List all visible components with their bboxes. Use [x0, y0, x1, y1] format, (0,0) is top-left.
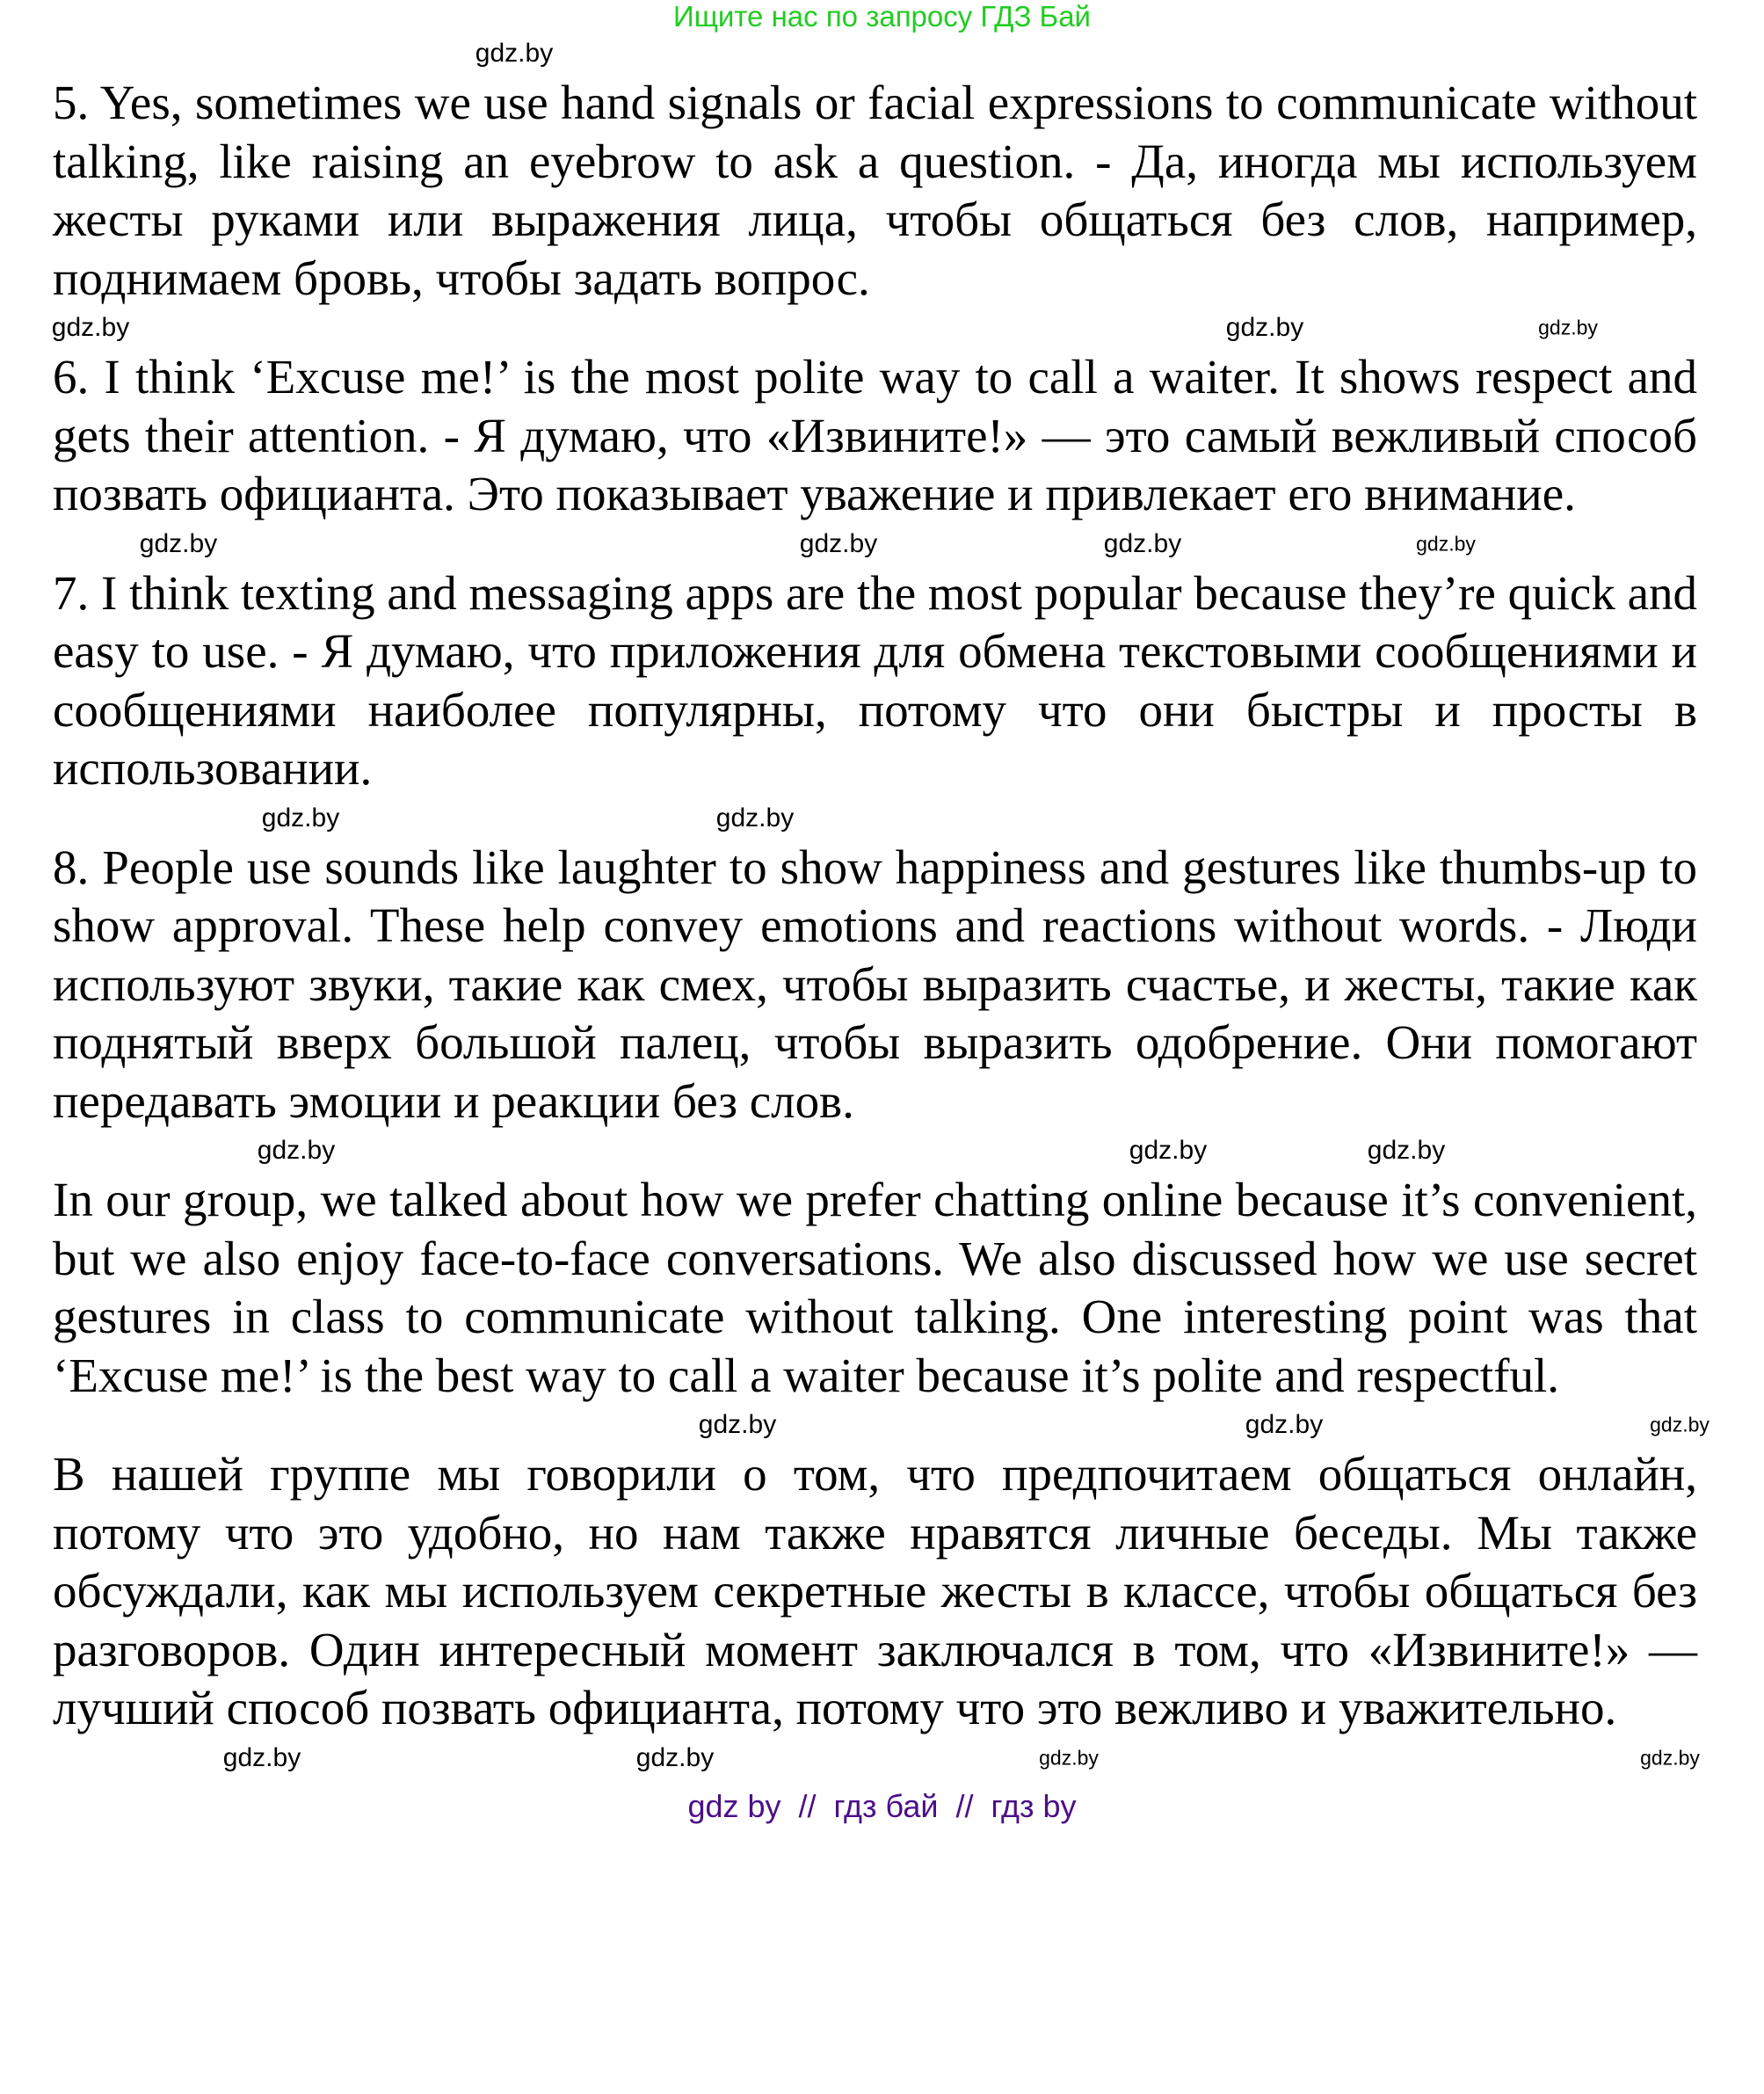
footer-site-links: gdz by // гдз бай // гдз by [687, 1787, 1077, 1824]
watermark: gdz.by [261, 803, 340, 833]
watermark: gdz.by [1225, 313, 1304, 342]
watermark: gdz.by [1650, 1413, 1710, 1436]
watermark-row [0, 308, 1764, 348]
answer-paragraph-5: 5. Yes, sometimes we use hand signals or facial expressions to communicate without talking, like raising an eyebrow to ask a question. - Да, иногда мы используем жесты руками или выражения лица, чтобы общаться без слов, например, поднимаем бровь, чтобы задать вопрос. [53, 76, 1697, 305]
watermark-row [0, 798, 1764, 839]
watermark: gdz.by [635, 1742, 715, 1772]
watermark: gdz.by [1245, 1410, 1324, 1439]
watermark-row [0, 1131, 1764, 1171]
summary-paragraph-ru: В нашей группе мы говорили о том, что предпочитаем общаться онлайн, потому что это удобно, но нам также нравятся личные беседы. Мы также обсуждали, как мы используем секретные жесты в классе, чтобы общаться без разговоров. Один интересный момент заключался в том, что «Извините!» — лучший способ позвать официанта, потому что это вежливо и уважительно. [53, 1447, 1697, 1734]
summary-paragraph-en: In our group, we talked about how we prefer chatting online because it’s convenient, but we also enjoy face-to-face conversations. We also discussed how we use secret gestures in class to communicate without talking. One interesting point was that ‘Excuse me!’ is the best way to call a waiter because it’s polite and respectful. [53, 1173, 1697, 1402]
watermark: gdz.by [51, 313, 130, 342]
watermark: gdz.by [1538, 316, 1598, 339]
watermark: gdz.by [139, 528, 218, 558]
watermark-row [0, 33, 1764, 74]
watermark: gdz.by [1039, 1746, 1099, 1769]
answer-paragraph-6: 6. I think ‘Excuse me!’ is the most polite way to call a waiter. It shows respect and gets their attention. - Я думаю, что «Извините!» — это самый вежливый способ позвать официанта. Это показывает уважение и привлекает его внимание. [53, 350, 1697, 520]
watermark-row [0, 1738, 1764, 1778]
answer-paragraph-8: 8. People use sounds like laughter to show happiness and gestures like thumbs-up to show approval. These help convey emotions and reactions without words. - Люди используют звуки, такие как смех, чтобы выразить счастье, и жесты, такие как поднятый вверх большой палец, чтобы выразить одобрение. Они помогают передавать эмоции и реакции без слов. [53, 840, 1697, 1128]
watermark: gdz.by [475, 39, 554, 68]
watermark-row [0, 524, 1764, 564]
search-hint-banner: Ищите нас по запросу ГДЗ Бай [673, 0, 1091, 33]
watermark: gdz.by [1640, 1746, 1700, 1769]
watermark: gdz.by [1367, 1136, 1446, 1165]
watermark: gdz.by [1416, 532, 1476, 555]
watermark-row [0, 1405, 1764, 1445]
answer-paragraph-7: 7. I think texting and messaging apps are the most popular because they’re quick and easy to use. - Я думаю, что приложения для обмена текстовыми сообщениями и сообщениями наиболее популярны, потому что они быстры и просты в использовании. [53, 565, 1697, 795]
watermark: gdz.by [257, 1136, 336, 1165]
watermark: gdz.by [222, 1742, 301, 1772]
watermark: gdz.by [799, 528, 878, 558]
watermark: gdz.by [1129, 1136, 1208, 1165]
watermark: gdz.by [698, 1410, 777, 1439]
watermark: gdz.by [1103, 528, 1182, 558]
watermark: gdz.by [715, 803, 795, 833]
